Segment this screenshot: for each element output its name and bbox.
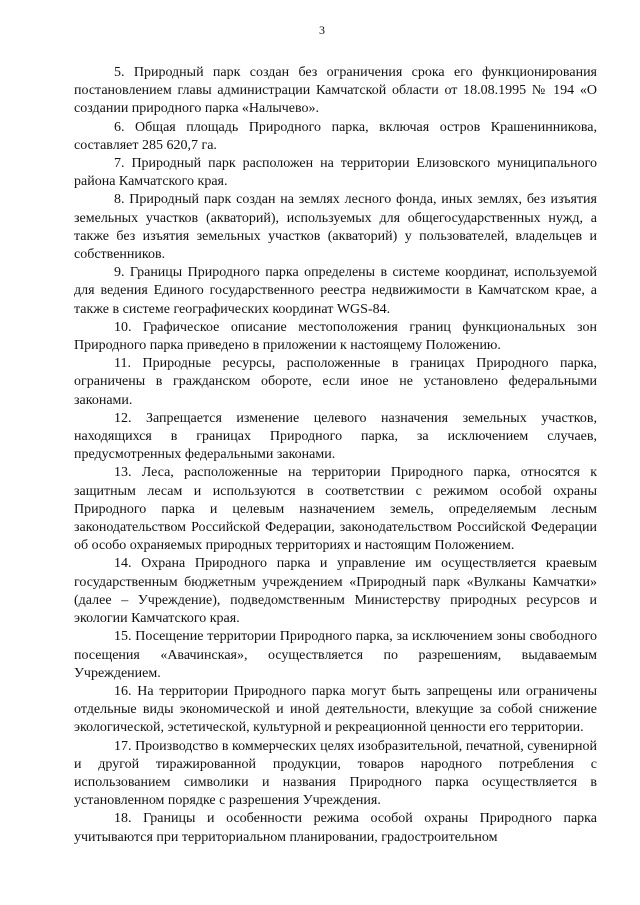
paragraph-6: 6. Общая площадь Природного парка, включая остров Крашенинникова, составляет 285 620,7 га.: [74, 119, 597, 153]
paragraph-11: 11. Природные ресурсы, расположенные в границах Природного парка, ограничены в гражданском обороте, если иное не установлено федеральными законами.: [74, 356, 597, 408]
paragraph-8: 8. Природный парк создан на землях лесного фонда, иных землях, без изъятия земельных участков (акваторий), используемых для общегосударственных нужд, а также без изъятия земельных участков (акваторий) у пользователей, владельцев и собственников.: [74, 192, 597, 263]
paragraph-5: 5. Природный парк создан без ограничения срока его функционирования постановлением главы администрации Камчатской области от 18.08.1995 № 194 «О создании природного парка «Налычево».: [74, 65, 597, 117]
paragraph-7: 7. Природный парк расположен на территории Елизовского муниципального района Камчатского края.: [74, 156, 597, 190]
paragraph-13: 13. Леса, расположенные на территории Природного парка, относятся к защитным лесам и используются в соответствии с режимом особой охраны Природного парка и целевым назначением земель, определяемым лесным законодательством Российской Федерации, законодательством Российской Федерации об особо охраняемых природных территориях и настоящим Положением.: [74, 465, 597, 554]
paragraph-12: 12. Запрещается изменение целевого назначения земельных участков, находящихся в границах Природного парка, за исключением случаев, предусмотренных федеральными законами.: [74, 410, 597, 463]
paragraph-10: 10. Графическое описание местоположения границ функциональных зон Природного парка приведено в приложении к настоящему Положению.: [74, 319, 597, 354]
paragraph-16: 16. На территории Природного парка могут быть запрещены или ограничены отдельные виды экономической и иной деятельности, влекущие за собой снижение экологической, эстетической, культурной и рекреационной ценности его территории.: [74, 683, 597, 736]
paragraph-9: 9. Границы Природного парка определены в системе координат, используемой для ведения Единого государственного реестра недвижимости в Камчатском крае, а также в системе географических координат WGS-84.: [74, 265, 597, 317]
paragraph-17: 17. Производство в коммерческих целях изобразительной, печатной, сувенирной и другой тиражированной продукции, товаров народного потребления с использованием символики и названия Природного парка осуществляется в установленном порядке с разрешения Учреждения.: [74, 738, 597, 809]
page-number: 3: [319, 23, 325, 37]
paragraph-15: 15. Посещение территории Природного парка, за исключением зоны свободного посещения «Авачинская», осуществляется по разрешениям, выдаваемым Учреждением.: [74, 629, 597, 681]
paragraph-14: 14. Охрана Природного парка и управление им осуществляется краевым государственным бюджетным учреждением «Природный парк «Вулканы Камчатки» (далее – Учреждение), подведомственным Министерству природных ресурсов и экологии Камчатского края.: [74, 556, 597, 627]
document-body: [74, 64, 597, 847]
paragraph-18: 18. Границы и особенности режима особой охраны Природного парка учитываются при территориальном планировании, градостроительном: [74, 811, 597, 845]
